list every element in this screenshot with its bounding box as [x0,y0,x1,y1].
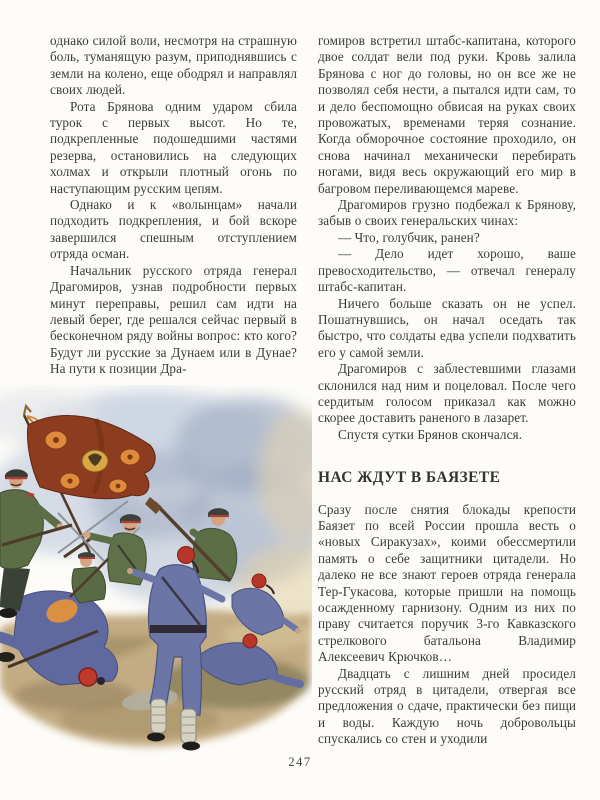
dialogue-line: — Дело идет хорошо, ваше превосходительство, — отвечал генералу штабс-капитан. [318,246,576,295]
paragraph: Сразу после снятия блокады крепости Баязет по всей России прошла весть о «новых Сиракузах», коими обессмертили память о себе защитники цитадели. Но далеко не все знают героев отряда генерала Тер-Гукасова, которые пришли на помощь осажденному гарнизону. Одним из них по праву считается поручик 3-го Кавказского стрелкового батальона Владимир Алексеевич Крючков… [318,501,576,665]
paragraph: Ничего больше сказать он не успел. Пошатнувшись, он начал оседать так быстро, что солдаты едва успели подхватить его у самой земли. [318,295,576,360]
right-text-column [318,33,576,748]
paragraph: Драгомиров с заблестевшими глазами склонился над ним и поцеловал. После чего сердитым голосом приказал как можно скорее доставить раненого в лазарет. [318,361,576,426]
paragraph: однако силой воли, несмотря на страшную боль, туманящую разум, приподнявшись с земли на колено, еще ободрял и направлял своих людей. [50,33,297,98]
paragraph: Однако и к «волынцам» начали подходить подкрепления, и бой вскоре завершился спешным отступлением отряда осман. [50,197,297,262]
battle-illustration [0,385,312,760]
paragraph: Спустя сутки Брянов скончался. [338,426,523,442]
page-number: 247 [288,755,312,769]
left-text-column [50,33,297,378]
section-heading: НАС ЖДУТ В БАЯЗЕТЕ [318,469,501,487]
paragraph: Начальник русского отряда генерал Драгомиров, узнав подробности первых минут переправы, решил сам идти на левый берег, где решался сейчас первый в бесконечном ряду войны вопрос: кто кого? Будут ли русские за Дунаем или в Дунае? На пути к позиции Дра- [50,262,297,377]
paragraph: Драгомиров грузно подбежал к Брянову, забыв о своих генеральских чинах: [318,197,576,229]
paragraph: гомиров встретил штабс-капитана, которого двое солдат вели под руки. Кровь залила Брянова с ног до головы, но он все же не позволял себя нести, а пытался идти сам, то и дело беспомощно обвисая на руках своих провожатых, временами теряя сознание. Когда обморочное состояние проходило, он снова начинал механически перебирать ногами, видя весь окружающий его мир в багровом переливающемся мареве. [318,33,576,196]
paragraph: Рота Брянова одним ударом сбила турок с первых высот. Но те, подкрепленные подошедшими частями резерва, остановились на следующих холмах и открыли плотный огонь по наступающим русским цепям. [50,98,297,196]
paragraph: Двадцать с лишним дней просидел русский отряд в цитадели, отвергая все предложения о сдаче, практически без пищи и воды. Каждую ночь добровольцы спускались со стен и уходили [318,665,576,747]
dialogue-line: — Что, голубчик, ранен? [338,229,480,245]
